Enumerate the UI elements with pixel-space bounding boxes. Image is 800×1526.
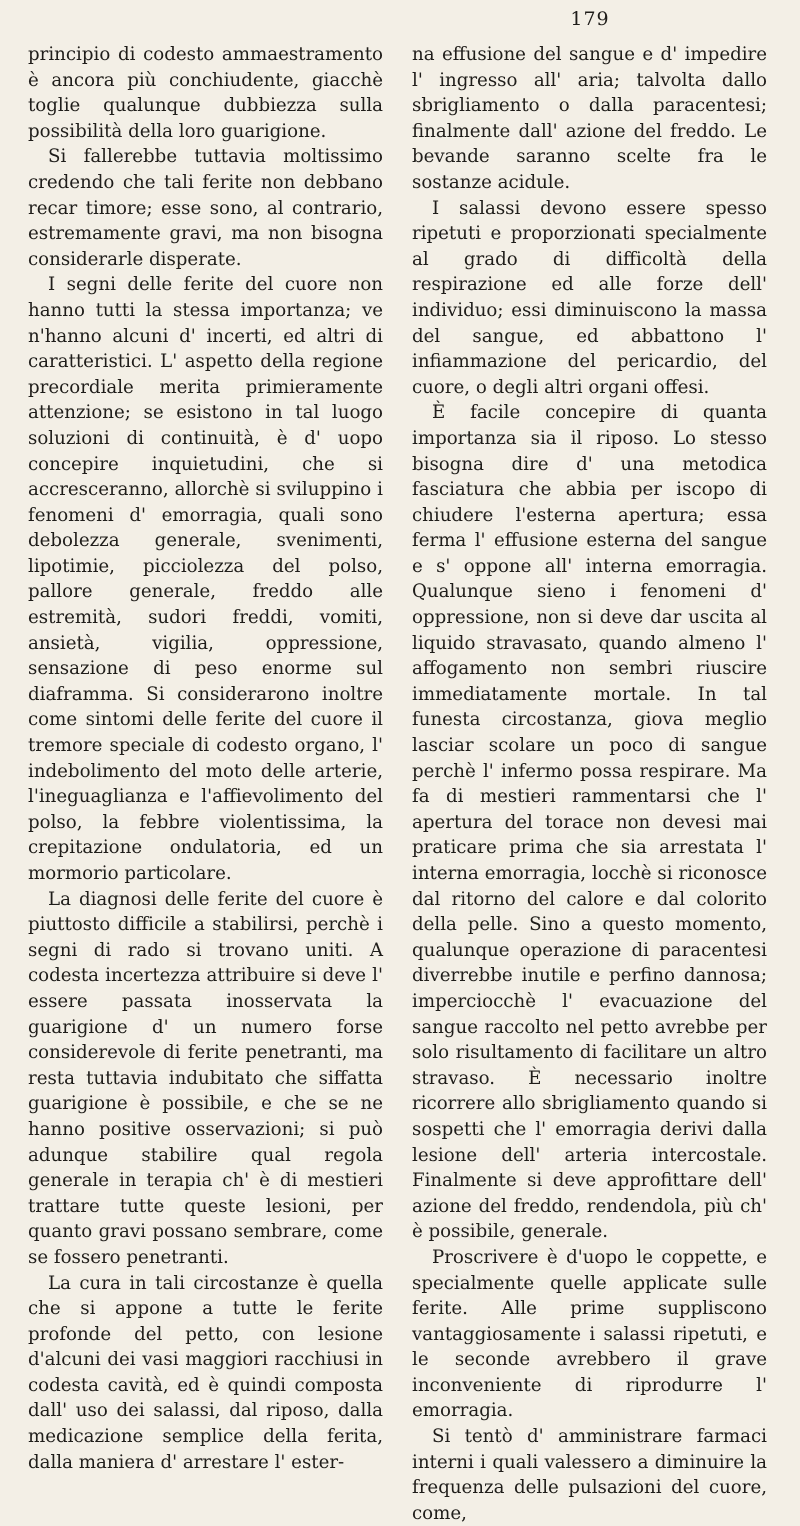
right-column bbox=[412, 42, 767, 1526]
paragraph: La diagnosi delle ferite del cuore è piuttosto difficile a stabilirsi, perchè i segni di rado si trovano uniti. A codesta incertezza attribuire si deve l' essere passata inosservata la guarigione d' un numero forse considerevole di ferite penetranti, ma resta tuttavia indubitato che siffatta guarigione è possibile, e che se ne hanno positive osservazioni; si può adunque stabilire qual regola generale in terapia ch' è di mestieri trattare tutte queste lesioni, per quanto gravi possano sembrare, come se fossero penetranti. bbox=[28, 888, 383, 1268]
paragraph: na effusione del sangue e d' impedire l' ingresso all' aria; talvolta dallo sbrigliamento o dalla paracentesi; finalmente dall' azione del freddo. Le bevande saranno scelte fra le sostanze acidule. bbox=[412, 44, 767, 193]
paragraph: È facile concepire di quanta importanza sia il riposo. Lo stesso bisogna dire d' una metodica fasciatura che abbia per iscopo di chiudere l'esterna apertura; essa ferma l' effusione esterna del sangue e s' oppone all' interna emorragia. Qualunque sieno i fenomeni d' oppressione, non si deve dar uscita al liquido stravasato, quando almeno l' affogamento non sembri riuscire immediatamente mortale. In tal funesta circostanza, giova meglio lasciar scolare un poco di sangue perchè l' infermo possa respirare. Ma fa di mestieri rammentarsi che l' apertura del torace non devesi mai praticare prima che sia arrestata l' interna emorragia, locchè si riconosce dal ritorno del calore e dal colorito della pelle. Sino a questo momento, qualunque operazione di paracentesi diverrebbe inutile e perfino dannosa; imperciocchè l' evacuazione del sangue raccolto nel petto avrebbe per solo risultamento di facilitare un altro stravaso. È necessario inoltre ricorrere allo sbrigliamento quando si sospetti che l' emorragia derivi dalla lesione dell' arteria intercostale. Finalmente si deve approfittare dell' azione del freddo, rendendola, più ch' è possibile, generale. bbox=[412, 402, 767, 1243]
paragraph: La cura in tali circostanze è quella che si appone a tutte le ferite profonde del petto, con lesione d'alcuni dei vasi maggiori racchiusi in codesta cavità, ed è quindi composta dall' uso dei salassi, dal riposo, dalla medicazione semplice della ferita, dalla maniera d' arrestare l' ester- bbox=[28, 1272, 383, 1473]
paragraph: Si fallerebbe tuttavia moltissimo credendo che tali ferite non debbano recar timore; esse sono, al contrario, estremamente gravi, ma non bisogna considerarle disperate. bbox=[28, 146, 383, 270]
paragraph: Proscrivere è d'uopo le coppette, e specialmente quelle applicate sulle ferite. Alle prime suppliscono vantaggiosamente i salassi ripetuti, e le seconde avrebbero il grave inconveniente di riprodurre l' emorragia. bbox=[412, 1246, 767, 1422]
paragraph: I salassi devono essere spesso ripetuti e proporzionati specialmente al grado di difficoltà della respirazione ed alle forze dell' individuo; essi diminuiscono la massa del sangue, ed abbattono l' infiammazione del pericardio, del cuore, o degli altri organi offesi. bbox=[412, 197, 767, 398]
left-column bbox=[28, 42, 383, 1475]
page-number: 179 bbox=[570, 8, 610, 30]
paragraph: principio di codesto ammaestramento è ancora più conchiudente, giacchè toglie qualunque dubbiezza sulla possibilità della loro guarigione. bbox=[28, 44, 383, 142]
paragraph: I segni delle ferite del cuore non hanno tutti la stessa importanza; ve n'hanno alcuni d' incerti, ed altri di caratteristici. L' aspetto della regione precordiale merita primieramente attenzione; se esistono in tal luogo soluzioni di continuità, è d' uopo concepire inquietudini, che si accresceranno, allorchè si sviluppino i fenomeni d' emorragia, quali sono debolezza generale, svenimenti, lipotimie, picciolezza del polso, pallore generale, freddo alle estremità, sudori freddi, vomiti, ansietà, vigilia, oppressione, sensazione di peso enorme sul diaframma. Si considerarono inoltre come sintomi delle ferite del cuore il tremore speciale di codesto organo, l' indebolimento del moto delle arterie, l'ineguaglianza e l'affievolimento del polso, la febbre violentissima, la crepitazione ondulatoria, ed un mormorio particolare. bbox=[28, 274, 383, 884]
paragraph: Si tentò d' amministrare farmaci interni i quali valessero a diminuire la frequenza delle pulsazioni del cuore, come, bbox=[412, 1426, 767, 1524]
